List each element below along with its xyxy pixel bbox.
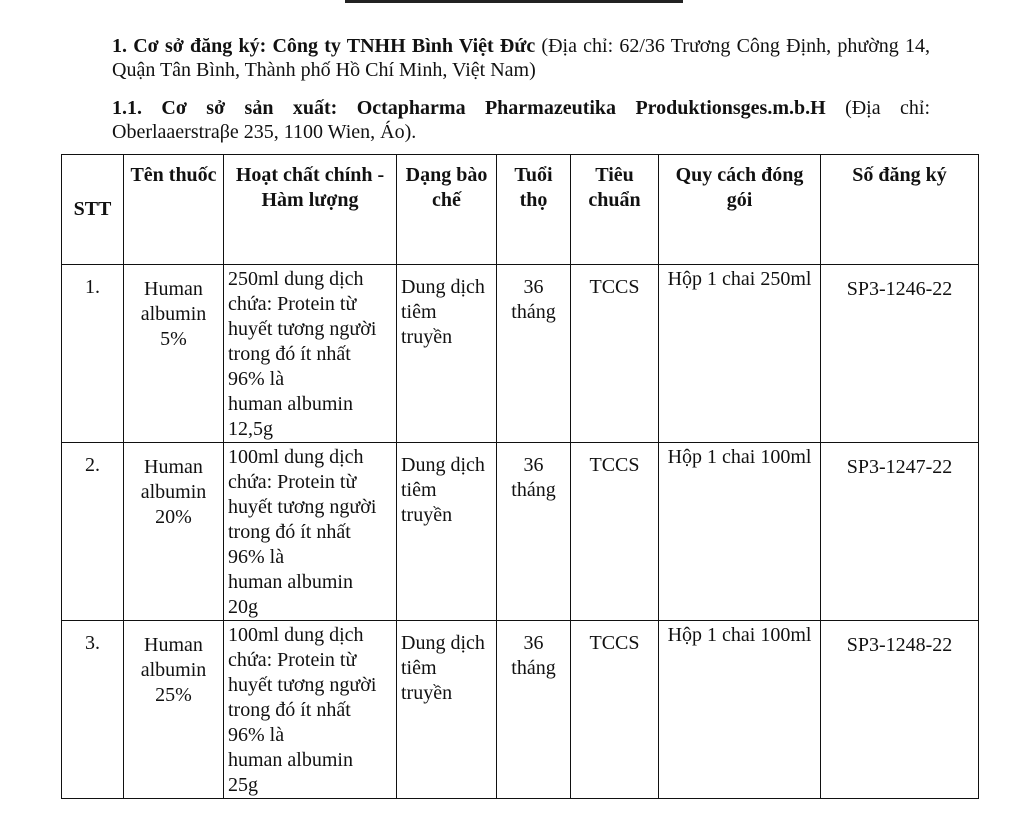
registrant-label: 1. Cơ sở đăng ký: Công ty TNHH Bình Việt Đức xyxy=(112,35,536,57)
header-active: Hoạt chất chính - Hàm lượng xyxy=(224,155,397,265)
active-bold-text: human albumin xyxy=(228,393,353,415)
top-rule xyxy=(345,0,683,3)
cell-form: Dung dịch tiêm truyền xyxy=(397,265,497,443)
table-row xyxy=(62,265,979,443)
drug-registration-table xyxy=(61,154,979,799)
cell-packaging: Hộp 1 chai 250ml xyxy=(659,265,821,443)
cell-registration: SP3-1248-22 xyxy=(821,621,979,799)
cell-name: Human albumin 5% xyxy=(124,265,224,443)
cell-active xyxy=(224,265,397,443)
cell-active xyxy=(224,621,397,799)
cell-registration: SP3-1247-22 xyxy=(821,443,979,621)
active-amount: 12,5g xyxy=(228,418,273,440)
header-name: Tên thuốc xyxy=(124,155,224,265)
cell-shelf-life: 36 tháng xyxy=(497,443,571,621)
active-text: 100ml dung dịch chứa: Protein từ huyết tương người trong đó ít nhất 96% là xyxy=(228,624,377,746)
cell-active xyxy=(224,443,397,621)
cell-registration: SP3-1246-22 xyxy=(821,265,979,443)
cell-form: Dung dịch tiêm truyền xyxy=(397,621,497,799)
cell-standard: TCCS xyxy=(571,621,659,799)
registrant-paragraph xyxy=(112,34,930,82)
cell-shelf-life: 36 tháng xyxy=(497,621,571,799)
table-row xyxy=(62,621,979,799)
header-form: Dạng bào chế xyxy=(397,155,497,265)
header-standard: Tiêu chuẩn xyxy=(571,155,659,265)
cell-stt: 1. xyxy=(62,265,124,443)
cell-stt: 2. xyxy=(62,443,124,621)
cell-standard: TCCS xyxy=(571,443,659,621)
registrant-address: (Địa chỉ: 62/36 Trương Công Định, phường 14, Quận Tân Bình, Thành phố Hồ Chí Minh, Việt Nam) xyxy=(112,35,930,81)
active-amount: 25g xyxy=(228,774,258,796)
cell-stt: 3. xyxy=(62,621,124,799)
manufacturer-paragraph xyxy=(112,96,930,144)
active-bold-text: human albumin xyxy=(228,749,353,771)
cell-standard: TCCS xyxy=(571,265,659,443)
active-text: 250ml dung dịch chứa: Protein từ huyết tương người trong đó ít nhất 96% là xyxy=(228,268,377,390)
active-text: 100ml dung dịch chứa: Protein từ huyết tương người trong đó ít nhất 96% là xyxy=(228,446,377,568)
header-registration: Số đăng ký xyxy=(821,155,979,265)
manufacturer-address: (Địa chỉ: Oberlaaerstraβe 235, 1100 Wien, Áo). xyxy=(112,97,931,143)
cell-form: Dung dịch tiêm truyền xyxy=(397,443,497,621)
manufacturer-label: 1.1. Cơ sở sản xuất: Octapharma Pharmazeutika Produktionsges.m.b.H xyxy=(112,97,826,119)
active-amount: 20g xyxy=(228,596,258,618)
cell-packaging: Hộp 1 chai 100ml xyxy=(659,621,821,799)
cell-name: Human albumin 25% xyxy=(124,621,224,799)
header-packaging: Quy cách đóng gói xyxy=(659,155,821,265)
header-stt: STT xyxy=(62,155,124,265)
cell-packaging: Hộp 1 chai 100ml xyxy=(659,443,821,621)
cell-name: Human albumin 20% xyxy=(124,443,224,621)
header-shelf-life: Tuổi thọ xyxy=(497,155,571,265)
active-bold-text: human albumin xyxy=(228,571,353,593)
table-header-row xyxy=(62,155,979,265)
table-row xyxy=(62,443,979,621)
cell-shelf-life: 36 tháng xyxy=(497,265,571,443)
